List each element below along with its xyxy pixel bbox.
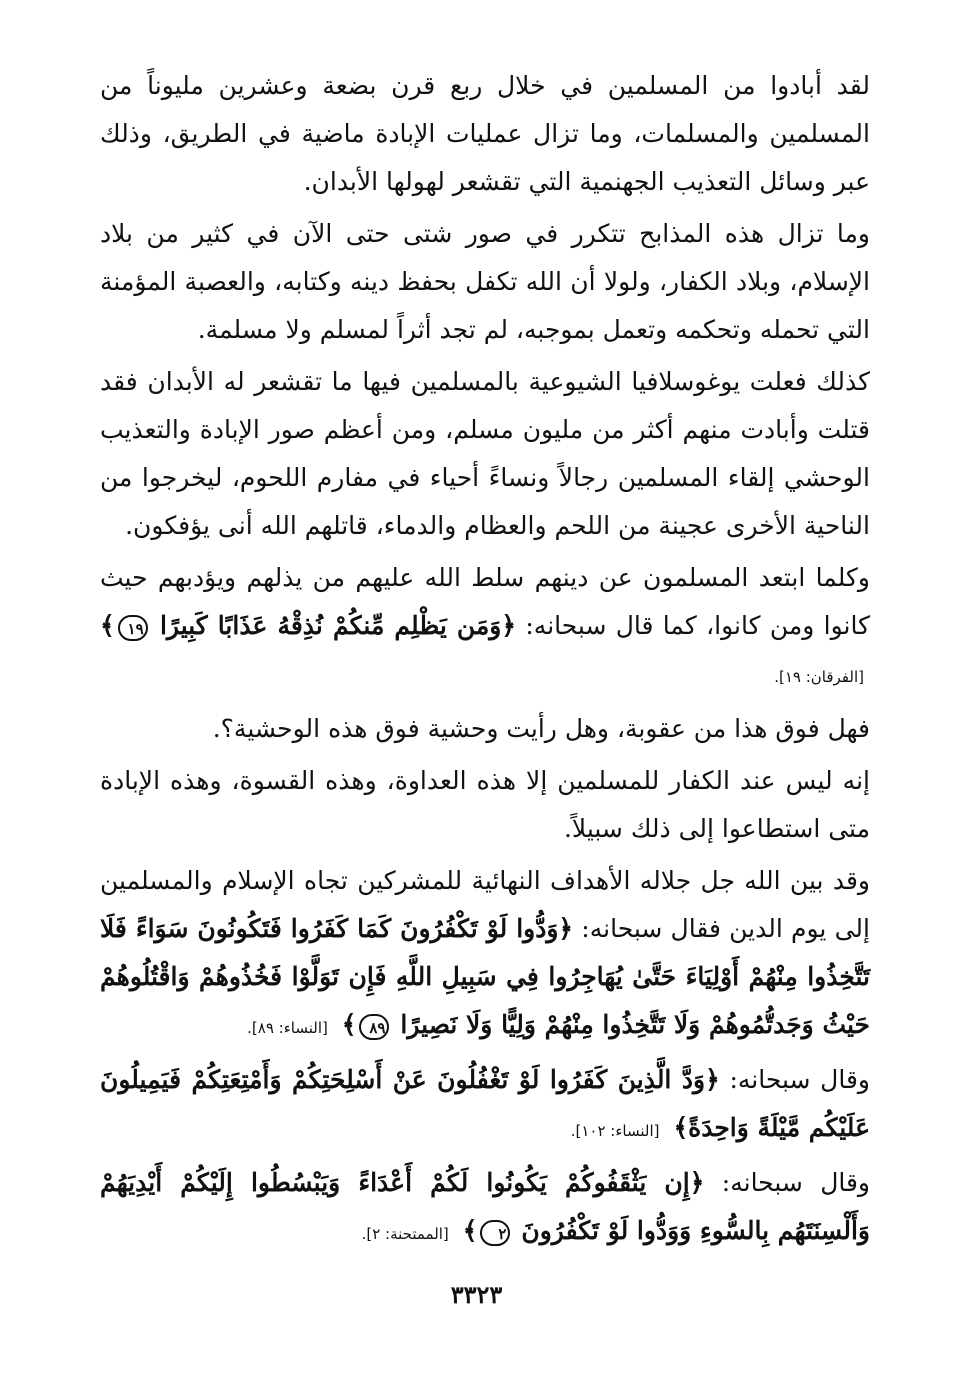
verse-reference: [النساء: ١٠٢]. (570, 1122, 660, 1140)
paragraph-6: إنه ليس عند الكفار للمسلمين إلا هذه العداوة، وهذه القسوة، وهذه الإبادة متى استطاعوا إلى ذلك سبيلاً. (100, 766, 870, 843)
quran-verse-furqan: وَمَن يَظْلِم مِّنكُمْ نُذِقْهُ عَذَابًا كَبِيرًا (159, 611, 502, 640)
paragraph-7-text: وقد بين الله جل جلاله الأهداف النهائية للمشركين تجاه الإسلام والمسلمين إلى يوم الدين فقال سبحانه: (100, 866, 870, 943)
verse-open-bracket: ﴿ (705, 1065, 720, 1094)
verse-close-bracket: ﴾ (673, 1113, 689, 1142)
paragraph-9-text: وقال سبحانه: (721, 1168, 870, 1197)
verse-close-bracket: ﴾ (100, 611, 115, 640)
verse-reference: [الفرقان: ١٩]. (774, 668, 864, 686)
verse-open-bracket: ﴿ (501, 611, 517, 640)
quran-verse-nisa-102: وَدَّ الَّذِينَ كَفَرُوا لَوْ تَغْفُلُونَ عَنْ أَسْلِحَتِكُمْ وَأَمْتِعَتِكُمْ فَيَمِيلُونَ عَلَيْكُم مَّيْلَةً وَاحِدَةً (100, 1065, 870, 1142)
quran-verse-mumtahina: إِن يَثْقَفُوكُمْ يَكُونُوا لَكُمْ أَعْدَاءً وَيَبْسُطُوا إِلَيْكُمْ أَيْدِيَهُمْ وَأَلْسِنَتَهُم بِالسُّوءِ وَوَدُّوا لَوْ تَكْفُرُونَ (100, 1168, 870, 1245)
page-body (100, 62, 870, 1352)
page-number: ٣٣٢٣ (450, 1280, 503, 1309)
paragraph-1: لقد أبادوا من المسلمين في خلال ربع قرن بضعة وعشرين مليوناً من المسلمين والمسلمات، وما تزال عمليات الإبادة ماضية في الطريق، وذلك عبر وسائل التعذيب الجهنمية التي تقشعر لهولها الأبدان. (100, 71, 870, 196)
quran-verse-nisa-89: وَدُّوا لَوْ تَكْفُرُونَ كَمَا كَفَرُوا فَتَكُونُونَ سَوَاءً فَلَا تَتَّخِذُوا مِنْهُمْ أَوْلِيَاءَ حَتَّىٰ يُهَاجِرُوا فِي سَبِيلِ اللَّهِ فَإِن تَوَلَّوْا فَخُذُوهُمْ وَاقْتُلُوهُمْ حَيْثُ وَجَدتُّمُوهُمْ وَلَا تَتَّخِذُوا مِنْهُمْ وَلِيًّا وَلَا نَصِيرًا (100, 914, 870, 1039)
verse-reference: [الممتحنة: ٢]. (361, 1225, 449, 1243)
ayah-number-badge: ١٩ (118, 615, 148, 641)
ayah-number-badge: ٨٩ (359, 1014, 389, 1040)
verse-close-bracket: ﴾ (341, 1010, 357, 1039)
paragraph-5: فهل فوق هذا من عقوبة، وهل رأيت وحشية فوق هذه الوحشية؟. (212, 714, 870, 743)
verse-open-bracket: ﴿ (689, 1168, 705, 1197)
ayah-number-badge: ٢ (480, 1220, 510, 1246)
verse-reference: [النساء: ٨٩]. (247, 1019, 328, 1037)
verse-close-bracket: ﴾ (462, 1216, 478, 1245)
paragraph-8-text: وقال سبحانه: (729, 1065, 870, 1094)
paragraph-9 (100, 1159, 870, 1258)
paragraph-4 (100, 554, 870, 701)
paragraph-4-text: وكلما ابتعد المسلمون عن دينهم سلط الله عليهم من يذلهم ويؤدبهم حيث كانوا ومن كانوا، كما قال سبحانه: (100, 563, 870, 640)
paragraph-8 (100, 1056, 870, 1155)
paragraph-7 (100, 857, 870, 1052)
verse-open-bracket: ﴿ (558, 914, 574, 943)
paragraph-3: كذلك فعلت يوغوسلافيا الشيوعية بالمسلمين فيها ما تقشعر له الأبدان فقد قتلت وأبادت منهم أكثر من مليون مسلم، ومن أعظم صور الإبادة والتعذيب الوحشي إلقاء المسلمين رجالاً ونساءً أحياء في مفارم اللحوم، ليخرجوا من الناحية الأخرى عجينة من اللحم والعظام والدماء، قاتلهم الله أنى يؤفكون. (100, 367, 870, 540)
paragraph-2: وما تزال هذه المذابح تتكرر في صور شتى حتى الآن في كثير من بلاد الإسلام، وبلاد الكفار، ولولا أن الله تكفل بحفظ دينه وكتابه، والعصبة المؤمنة التي تحمله وتحكمه وتعمل بموجبه، لم تجد أثراً لمسلم ولا مسلمة. (100, 219, 870, 344)
